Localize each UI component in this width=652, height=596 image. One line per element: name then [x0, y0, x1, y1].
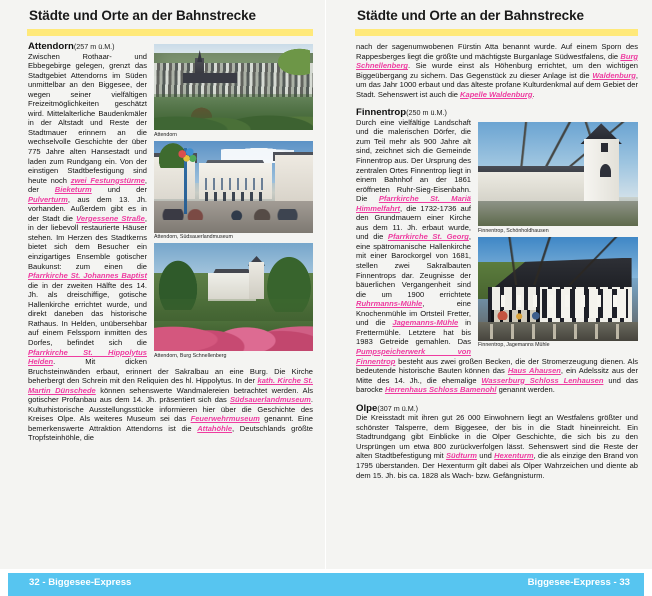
place-name-attendorn: Attendorn [28, 41, 74, 52]
right-page [326, 0, 652, 596]
body-text: , die 1732-1736 auf den Grundmauern einer Kirche aus dem 11. Jh. erbaut wurde, und die [356, 203, 471, 242]
link-zwei-festungstuerme[interactable]: zwei Festungstürme [70, 175, 145, 185]
figure-caption: Attendorn, Burg Schnellenberg [154, 352, 227, 359]
body-text: nach der sagenumwobenen Fürstin Atta benannt wurde. Auf einem Sporn des Rappesberges liegt die größte und mächtigste Burganlage Südwestfalens, die [356, 42, 638, 61]
link-vergessene-strasse[interactable]: Vergessene Straße [76, 213, 145, 223]
olpe-paragraph [356, 404, 638, 480]
place-altitude-attendorn: (257 m ü.M.) [73, 42, 115, 51]
place-altitude-olpe: (307 m ü.M.) [377, 403, 419, 413]
photo-attendorn-panorama [154, 44, 313, 130]
link-ruhrmanns-muehle[interactable]: Ruhrmanns-Mühle [356, 299, 423, 309]
link-pulverturm[interactable]: Pulverturm [28, 194, 68, 204]
body-text: Zwischen Rothaar- und Ebbegebirge gelegen, grenzt das Stadtgebiet Attendorns im Süden unmittelbar an den Biggesee, der wegen seiner vielfältigen Freizeitmöglichkeiten geschätzt wird. Mittelalterliche Baudenkmäler in der Altstadt und Reste der Stadtmauer erinnern an die wechselvolle Geschichte der über 775 Jahre alten Hansestadt und laden zum Rundgang ein. Von der einstigen Stadtbefestigung sind heute noch [28, 51, 147, 185]
header-rule-left [27, 29, 313, 36]
body-text: . Sie wurde einst als Höhenburg errichtet, um den wichtigen Biggeübergang zu sichern. Das Gegenstück zu dieser Anlage ist die [356, 61, 638, 80]
body-text: , Deutschlands größte Tropfsteinhöhle, die [28, 423, 313, 443]
figure-caption: Finnentrop, Schönholdhausen [478, 227, 549, 234]
body-text: genannt werden. [496, 385, 555, 395]
figure-attendorn-panorama [154, 44, 313, 362]
body-text: Durch eine vielfältige Landschaft und die malerischen Dörfer, die zum Teil mehr als 900 Jahre alt sind, zeichnet sich die Gemeinde Finnentrop aus. Der Ursprung des zentralen Ortes Finnentrop liegt in einem Bahnhof an der 1861 eröffneten Ruhr-Sieg-Eisenbahn. Die [356, 117, 471, 204]
body-text: können sehenswerte Wandmalereien betrachtet werden. Als gotischer Profanbau aus dem 14. Jh. präsentiert sich das [28, 385, 313, 405]
right-text-column [356, 42, 638, 480]
body-text: in Frettermühle. Letztere hat bis 1983 Getreide gemahlen. Das [356, 318, 471, 347]
body-text: . Mit dicken Bruchsteinwänden erbaut, erinnert der Sakralbau an eine Burg. Die Kirche beherbergt den Schrein mit den Reliquien des hl. Hippolytus. In der [28, 357, 313, 386]
link-pfarrkirche-st-hippolytus-helden[interactable]: Pfarrkirche St. Hippolytus Helden [28, 347, 147, 367]
body-text: . Kulturhistorische Ausstellungsstücke informieren hier über die Geschichte des Kreises Olpe. Als weiteres Museum sei das [28, 395, 313, 424]
body-text: und [476, 451, 495, 461]
figure-finnentrop-group [478, 122, 638, 351]
body-text: , ein Adelssitz aus der Mitte des 14. Jh., die ehemalige [356, 366, 638, 385]
link-pfarrkirche-st-johannes-baptist[interactable]: Pfarrkirche St. Johannes Baptist [28, 271, 147, 281]
body-text: , eine spätromanische Hallenkirche mit einer Barockorgel von 1681, stellen zwei Sakralbauten Finnentrops dar. Zeugnisse der bäuerlichen Vergangenheit sind die um 1900 errichtete [356, 232, 472, 299]
photo-burg-schnellenberg [154, 243, 313, 351]
body-text: , der [28, 175, 148, 195]
link-attahoehle[interactable]: Attahöhle [197, 423, 233, 433]
link-suedturm[interactable]: Südturm [445, 451, 477, 461]
place-altitude-finnentrop: (250 m ü.M.) [406, 108, 447, 118]
page-footer [0, 569, 652, 596]
link-hexenturm[interactable]: Hexenturm [494, 451, 534, 461]
link-pfarrkirche-st-maria-himmelfahrt[interactable]: Pfarrkirche St. Mariä Himmelfahrt [356, 194, 471, 213]
body-text: , in der liebevoll restaurierte Häuser stehen. Im Herzen des Stadtkerns bietet sich dem Besucher ein einzigartiges Ensemble gotischer Baukunst: zum einen die [28, 213, 147, 271]
body-text: , um das Jahr 1000 erbaut und das älteste profane Kulturdenkmal auf dem Gebiet der Stadt. Sehenswert ist auch die [356, 70, 638, 99]
body-text: , aus dem 13. Jh. vorhanden. Außerdem gibt es in der Stadt die [28, 194, 147, 223]
place-name-olpe: Olpe [356, 402, 378, 414]
body-text: die in der zweiten Hälfte des 14. Jh. als dreischiffige, gotische Hallenkirche errichtet wurde, und direkt daneben das historische Rathaus. In Helden, unübersehbar auf einem Felssporn inmitten des Dorfes, befindet sich die [28, 280, 147, 347]
link-suedsauerlandmuseum[interactable]: Südsauerlandmuseum [229, 395, 311, 405]
header-rule-right [355, 29, 638, 36]
photo-attendorn-museum-square [154, 141, 313, 233]
link-pumpspeicherwerk-von-finnentrop[interactable]: Pumpspeicherwerk von Finnentrop [356, 346, 471, 366]
link-waldenburg[interactable]: Waldenburg [592, 70, 636, 80]
figure-caption: Attendorn, Südsauerlandmuseum [154, 234, 233, 240]
left-text-column [28, 42, 313, 443]
link-kapelle-waldenburg[interactable]: Kapelle Waldenburg [460, 89, 533, 99]
photo-jagemanns-muehle [478, 237, 638, 341]
page-number-right: Biggesee-Express - 33 [527, 577, 630, 588]
link-jagemanns-muehle[interactable]: Jagemanns-Mühle [392, 318, 459, 328]
link-pfarrkirche-st-georg[interactable]: Pfarrkirche St. Georg [387, 232, 469, 242]
body-text: . [532, 89, 535, 99]
link-kath-kirche-st-martin-duenschede[interactable]: kath. Kirche St. Martin Dünschede [28, 376, 313, 395]
page-title-right: Städte und Orte an der Bahnstrecke [357, 8, 584, 23]
page-title-left: Städte und Orte an der Bahnstrecke [29, 8, 256, 23]
figure-caption: Attendorn [154, 131, 177, 138]
link-bieketurm[interactable]: Bieketurm [54, 185, 92, 195]
body-text: und das barocke [356, 375, 638, 395]
place-name-finnentrop: Finnentrop [356, 107, 407, 119]
photo-finnentrop-schoenholdhausen [478, 122, 638, 226]
body-text: besteht aus zwei großen Becken, die der Stromerzeugung dienen. Als bedeutende historische Bauten können das [356, 356, 638, 376]
link-feuerwehrmuseum[interactable]: Feuerwehrmuseum [190, 414, 260, 424]
link-herrenhaus-schloss-bamenohl[interactable]: Herrenhaus Schloss Bamenohl [384, 385, 497, 395]
body-text: , eine Knochenmühle im Ortsteil Fretter, und die [356, 299, 471, 328]
figure-caption: Finnentrop, Jagemanns Mühle [478, 342, 550, 349]
body-text: und der [91, 185, 147, 195]
paragraph-spacer [356, 395, 638, 404]
continuation-paragraph [356, 42, 638, 99]
body-text: Die Kreisstadt mit ihren gut 26 000 Einwohnern liegt an Westfalens größter und schönster Talsperre, dem Biggesee, der bis in die Stadt hineinreicht. Ein Stadtrundgang gibt Einblicke in die Olper Geschichte, die sich bis zu den Ursprüngen um etwa 800 zurückverfolgen lässt. Sehenswert sind die Reste der alten Stadtbefestigung mit [356, 413, 638, 461]
body-text: genannt. Eine bemerkenswerte Attraktion Attendorns ist die [28, 414, 313, 433]
link-haus-ahausen[interactable]: Haus Ahausen [507, 366, 561, 376]
link-burg-schnellenberg[interactable]: Burg Schnellenberg [356, 51, 638, 71]
body-text: , die als einzige den Brand von 1795 überstanden. Der Hexenturm gilt dabei als Olper Wahrzeichen und diente ab dem 15. Jh. bis ca. 1828 als Wach- bzw. Gefängnisturm. [356, 451, 638, 480]
page-number-left: 32 - Biggesee-Express [29, 577, 132, 588]
link-wasserburg-schloss-lenhausen[interactable]: Wasserburg Schloss Lenhausen [481, 375, 604, 385]
